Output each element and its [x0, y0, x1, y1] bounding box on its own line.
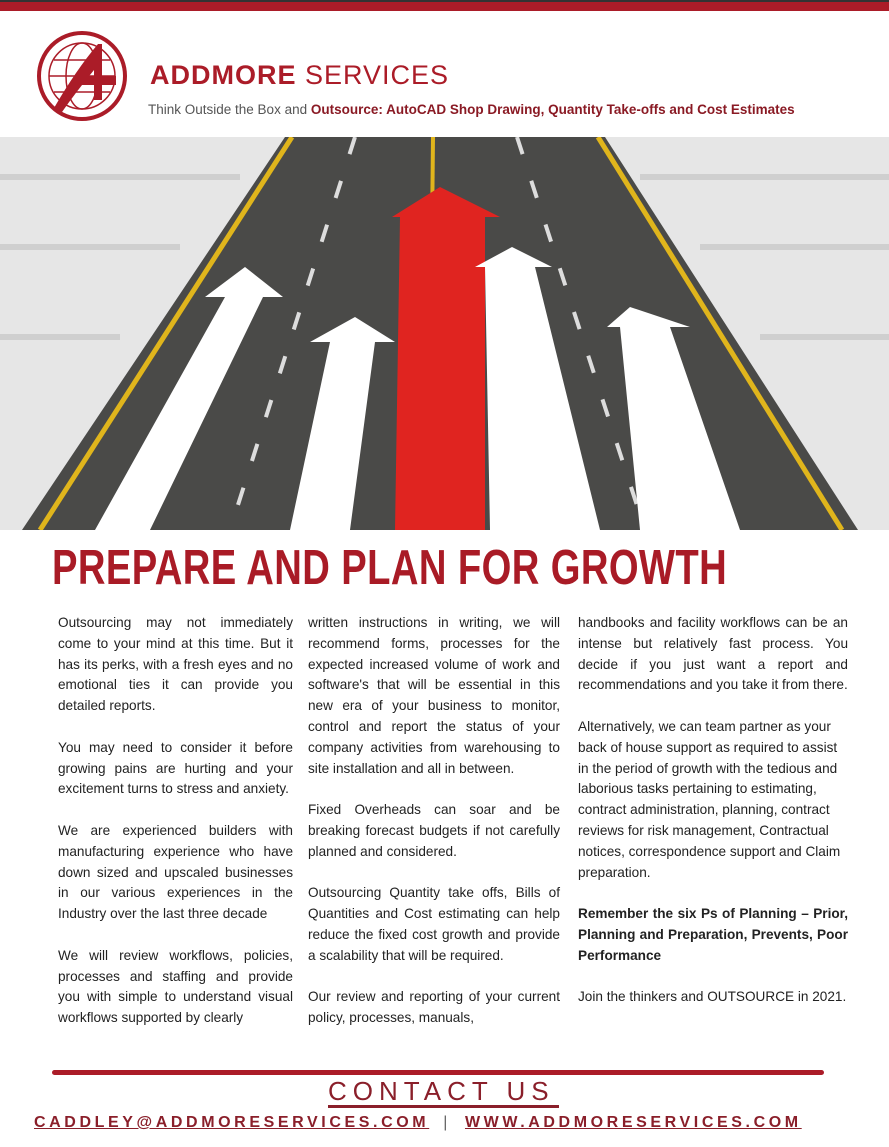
- separator: |: [443, 1114, 451, 1131]
- six-ps-callout: Remember the six Ps of Planning – Prior, Planning and Preparation, Prevents, Poor Performance: [578, 906, 848, 963]
- contact-links: [34, 1114, 802, 1132]
- brand-bold: ADDMORE: [150, 60, 297, 90]
- hero-road-arrows-image: [0, 137, 889, 530]
- paragraph: Outsourcing Quantity take offs, Bills of Quantities and Cost estimating can help reduce the fixed cost growth and provide a scalability that will be required.: [308, 885, 560, 963]
- paragraph: Outsourcing may not immediately come to your mind at this time. But it has its perks, with a fresh eyes and no emotional ties it can provide you detailed reports.: [58, 615, 293, 714]
- brand-name: [150, 60, 449, 91]
- paragraph: Alternatively, we can team partner as your back of house support as required to assist in the period of growth with the tedious and laborious tasks pertaining to estimating, contract administration, planning, contract reviews for risk management, Contractual notices, correspondence support and Claim preparation.: [578, 718, 841, 880]
- tagline-plain: Think Outside the Box and: [148, 102, 308, 117]
- paragraph: Our review and reporting of your current policy, processes, manuals,: [308, 989, 560, 1026]
- brand-light: SERVICES: [305, 60, 450, 90]
- text-column-3: [578, 613, 848, 1029]
- footer-divider: [52, 1070, 824, 1075]
- top-bar: [0, 0, 889, 11]
- text-column-1: [58, 613, 293, 1050]
- tagline-bold: Outsource: AutoCAD Shop Drawing, Quantity Take-offs and Cost Estimates: [310, 102, 795, 117]
- globe-a-plus-logo: [36, 30, 128, 122]
- paragraph: Fixed Overheads can soar and be breaking forecast budgets if not carefully planned and considered.: [308, 802, 560, 859]
- text-column-2: [308, 613, 560, 1050]
- tagline: [148, 102, 795, 117]
- paragraph: written instructions in writing, we will recommend forms, processes for the expected increased volume of work and software's that will be essential in this new era of your business to monitor, control and report the status of your company activities from warehousing to site installation and all in between.: [308, 615, 560, 776]
- paragraph: handbooks and facility workflows can be an intense but relatively fast process. You decide if you just want a report and recommendations and you take it from there.: [578, 615, 848, 693]
- headline: PREPARE AND PLAN FOR GROWTH: [52, 541, 728, 595]
- paragraph: We will review workflows, policies, processes and staffing and provide you with simple to understand visual workflows supported by clearly: [58, 947, 293, 1026]
- paragraph: We are experienced builders with manufacturing experience who have down sized and upscaled businesses in our various experiences in the Industry over the last three decade: [58, 822, 293, 922]
- email-link[interactable]: CADDLEY@ADDMORESERVICES.COM: [34, 1114, 430, 1131]
- paragraph: You may need to consider it before growing pains are hurting and your excitement turns to stress and anxiety.: [58, 739, 293, 797]
- website-link[interactable]: WWW.ADDMORESERVICES.COM: [464, 1114, 802, 1131]
- paragraph: Join the thinkers and OUTSOURCE in 2021.: [578, 989, 847, 1005]
- contact-us-heading: CONTACT US: [328, 1077, 559, 1108]
